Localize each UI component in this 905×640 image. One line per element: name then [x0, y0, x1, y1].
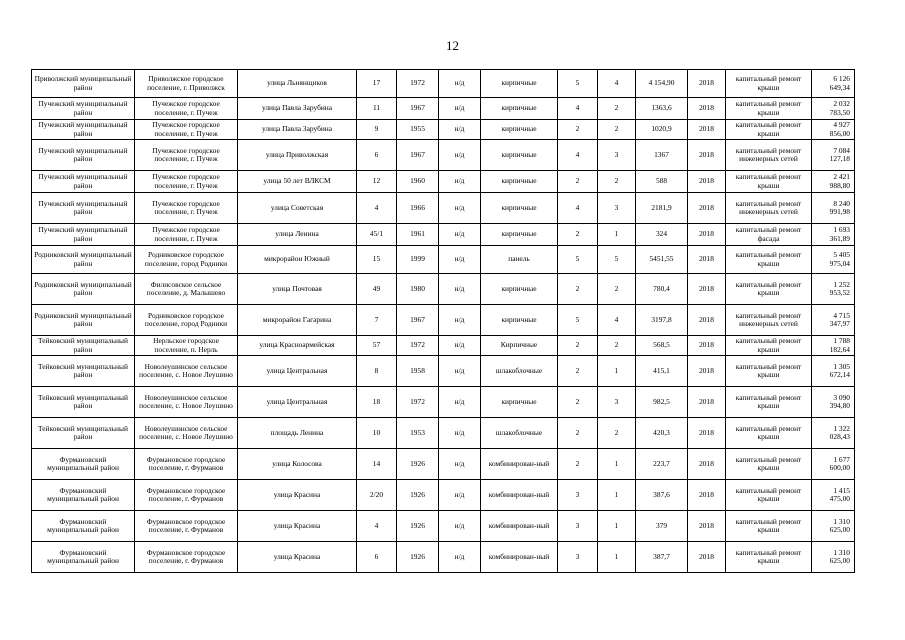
- cell-plan-year: 2018: [688, 449, 726, 480]
- cell-cost: 5 405 975,04: [812, 246, 855, 274]
- cell-street: улица 50 лет ВЛКСМ: [238, 171, 357, 193]
- cell-street: улица Ленина: [238, 224, 357, 246]
- cell-settlement: Филисовское сельское поселение, д. Малышево: [135, 274, 238, 305]
- table-row: [32, 140, 855, 171]
- cell-material: кирпичные: [481, 387, 558, 418]
- cell-material: кирпичные: [481, 70, 558, 98]
- cell-area: 415,1: [636, 356, 688, 387]
- cell-material: комбинирован-ный: [481, 480, 558, 511]
- cell-material: панель: [481, 246, 558, 274]
- cell-settlement: Пучежское городское поселение, г. Пучеж: [135, 171, 238, 193]
- cell-district: Пучежский муниципальный район: [32, 140, 135, 171]
- cell-year: 1967: [397, 305, 439, 336]
- cell-house: 49: [357, 274, 397, 305]
- cell-plan-year: 2018: [688, 224, 726, 246]
- cell-district: Тейковский муниципальный район: [32, 336, 135, 356]
- cell-plan-year: 2018: [688, 511, 726, 542]
- cell-year: 1926: [397, 449, 439, 480]
- cell-floors: 2: [558, 120, 598, 140]
- cell-settlement: Приволжское городское поселение, г. Приволжск: [135, 70, 238, 98]
- cell-material: кирпичные: [481, 193, 558, 224]
- page-number: 12: [446, 38, 459, 53]
- cell-street: улица Колосова: [238, 449, 357, 480]
- cell-street: улица Льнянщиков: [238, 70, 357, 98]
- cell-n-a: н/д: [439, 120, 481, 140]
- cell-area: 387,6: [636, 480, 688, 511]
- cell-n-a: н/д: [439, 449, 481, 480]
- cell-material: шлакоблочные: [481, 356, 558, 387]
- cell-district: Родниковский муниципальный район: [32, 274, 135, 305]
- cell-cost: 2 421 988,80: [812, 171, 855, 193]
- cell-n-a: н/д: [439, 224, 481, 246]
- cell-floors: 4: [558, 140, 598, 171]
- cell-settlement: Новолеушинское сельское поселение, с. Новое Леушино: [135, 387, 238, 418]
- cell-house: 15: [357, 246, 397, 274]
- cell-floors: 5: [558, 246, 598, 274]
- cell-street: улица Центральная: [238, 356, 357, 387]
- cell-n-a: н/д: [439, 171, 481, 193]
- cell-floors: 2: [558, 449, 598, 480]
- cell-n-a: н/д: [439, 387, 481, 418]
- cell-year: 1967: [397, 140, 439, 171]
- cell-work: капитальный ремонт крыши: [726, 70, 812, 98]
- cell-street: улица Павла Зарубина: [238, 98, 357, 120]
- cell-district: Тейковский муниципальный район: [32, 387, 135, 418]
- cell-house: 6: [357, 140, 397, 171]
- cell-street: площадь Ленина: [238, 418, 357, 449]
- cell-plan-year: 2018: [688, 274, 726, 305]
- cell-year: 1926: [397, 480, 439, 511]
- cell-district: Фурмановский муниципальный район: [32, 511, 135, 542]
- cell-work: капитальный ремонт инженерных сетей: [726, 193, 812, 224]
- cell-house: 4: [357, 193, 397, 224]
- cell-year: 1980: [397, 274, 439, 305]
- cell-cost: 8 240 991,98: [812, 193, 855, 224]
- table-row: [32, 120, 855, 140]
- cell-material: шлакоблочные: [481, 418, 558, 449]
- cell-settlement: Фурмановское городское поселение, г. Фурманов: [135, 542, 238, 573]
- cell-cost: 1 788 182,64: [812, 336, 855, 356]
- cell-entrances: 1: [598, 480, 636, 511]
- cell-material: кирпичные: [481, 120, 558, 140]
- cell-floors: 2: [558, 224, 598, 246]
- cell-plan-year: 2018: [688, 246, 726, 274]
- cell-district: Фурмановский муниципальный район: [32, 542, 135, 573]
- cell-work: капитальный ремонт крыши: [726, 480, 812, 511]
- cell-cost: 1 415 475,00: [812, 480, 855, 511]
- cell-settlement: Пучежское городское поселение, г. Пучеж: [135, 224, 238, 246]
- cell-year: 1972: [397, 336, 439, 356]
- cell-street: улица Почтовая: [238, 274, 357, 305]
- cell-district: Пучежский муниципальный район: [32, 193, 135, 224]
- cell-n-a: н/д: [439, 274, 481, 305]
- cell-n-a: н/д: [439, 480, 481, 511]
- cell-entrances: 2: [598, 171, 636, 193]
- cell-plan-year: 2018: [688, 98, 726, 120]
- cell-house: 2/20: [357, 480, 397, 511]
- cell-plan-year: 2018: [688, 193, 726, 224]
- table-row: [32, 511, 855, 542]
- cell-plan-year: 2018: [688, 305, 726, 336]
- cell-house: 6: [357, 542, 397, 573]
- cell-year: 1966: [397, 193, 439, 224]
- cell-work: капитальный ремонт крыши: [726, 449, 812, 480]
- cell-work: капитальный ремонт крыши: [726, 98, 812, 120]
- cell-floors: 2: [558, 356, 598, 387]
- cell-floors: 2: [558, 171, 598, 193]
- cell-floors: 2: [558, 336, 598, 356]
- cell-street: улица Приволжская: [238, 140, 357, 171]
- table-row: [32, 449, 855, 480]
- cell-cost: 4 715 347,97: [812, 305, 855, 336]
- cell-entrances: 2: [598, 336, 636, 356]
- table-row: [32, 418, 855, 449]
- cell-plan-year: 2018: [688, 70, 726, 98]
- cell-area: 379: [636, 511, 688, 542]
- cell-cost: 3 090 394,80: [812, 387, 855, 418]
- cell-cost: 1 252 953,52: [812, 274, 855, 305]
- cell-cost: 1 310 625,00: [812, 542, 855, 573]
- cell-n-a: н/д: [439, 336, 481, 356]
- cell-work: капитальный ремонт крыши: [726, 274, 812, 305]
- cell-settlement: Нерльское городское поселение, п. Нерль: [135, 336, 238, 356]
- cell-cost: 7 084 127,18: [812, 140, 855, 171]
- table-row: [32, 98, 855, 120]
- table-row: [32, 171, 855, 193]
- cell-plan-year: 2018: [688, 336, 726, 356]
- cell-material: комбинирован-ный: [481, 449, 558, 480]
- cell-house: 10: [357, 418, 397, 449]
- cell-street: улица Красина: [238, 542, 357, 573]
- cell-plan-year: 2018: [688, 387, 726, 418]
- cell-entrances: 1: [598, 511, 636, 542]
- cell-n-a: н/д: [439, 356, 481, 387]
- table-row: [32, 274, 855, 305]
- cell-material: кирпичные: [481, 224, 558, 246]
- cell-material: комбинирован-ный: [481, 511, 558, 542]
- cell-area: 3197,8: [636, 305, 688, 336]
- cell-cost: 6 126 649,34: [812, 70, 855, 98]
- cell-work: капитальный ремонт крыши: [726, 418, 812, 449]
- cell-work: капитальный ремонт крыши: [726, 542, 812, 573]
- cell-settlement: Пучежское городское поселение, г. Пучеж: [135, 140, 238, 171]
- cell-year: 1926: [397, 542, 439, 573]
- cell-street: улица Советская: [238, 193, 357, 224]
- cell-work: капитальный ремонт крыши: [726, 246, 812, 274]
- cell-area: 324: [636, 224, 688, 246]
- cell-cost: 1 693 361,89: [812, 224, 855, 246]
- cell-house: 9: [357, 120, 397, 140]
- cell-settlement: Фурмановское городское поселение, г. Фурманов: [135, 511, 238, 542]
- cell-settlement: Пучежское городское поселение, г. Пучеж: [135, 193, 238, 224]
- cell-material: кирпичные: [481, 305, 558, 336]
- cell-material: Кирпичные: [481, 336, 558, 356]
- cell-area: 1367: [636, 140, 688, 171]
- cell-district: Фурмановский муниципальный район: [32, 449, 135, 480]
- cell-floors: 3: [558, 480, 598, 511]
- table-row: [32, 305, 855, 336]
- cell-street: улица Красноармейская: [238, 336, 357, 356]
- cell-n-a: н/д: [439, 193, 481, 224]
- cell-plan-year: 2018: [688, 418, 726, 449]
- cell-year: 1960: [397, 171, 439, 193]
- cell-settlement: Новолеушинское сельское поселение, с. Новое Леушино: [135, 356, 238, 387]
- table-row: [32, 387, 855, 418]
- cell-area: 4 154,90: [636, 70, 688, 98]
- cell-entrances: 4: [598, 70, 636, 98]
- table-row: [32, 542, 855, 573]
- cell-work: капитальный ремонт крыши: [726, 387, 812, 418]
- cell-entrances: 2: [598, 98, 636, 120]
- cell-area: 1020,9: [636, 120, 688, 140]
- cell-district: Родниковский муниципальный район: [32, 305, 135, 336]
- cell-entrances: 3: [598, 387, 636, 418]
- cell-district: Пучежский муниципальный район: [32, 120, 135, 140]
- cell-year: 1955: [397, 120, 439, 140]
- housing-repair-table: [31, 69, 855, 573]
- cell-plan-year: 2018: [688, 140, 726, 171]
- cell-cost: 1 677 600,00: [812, 449, 855, 480]
- cell-n-a: н/д: [439, 246, 481, 274]
- cell-material: комбинирован-ный: [481, 542, 558, 573]
- cell-area: 1363,6: [636, 98, 688, 120]
- cell-district: Пучежский муниципальный район: [32, 98, 135, 120]
- cell-district: Пучежский муниципальный район: [32, 224, 135, 246]
- cell-district: Тейковский муниципальный район: [32, 356, 135, 387]
- cell-floors: 4: [558, 98, 598, 120]
- cell-year: 1972: [397, 387, 439, 418]
- cell-work: капитальный ремонт фасада: [726, 224, 812, 246]
- cell-year: 1999: [397, 246, 439, 274]
- cell-n-a: н/д: [439, 98, 481, 120]
- cell-street: улица Центральная: [238, 387, 357, 418]
- cell-house: 57: [357, 336, 397, 356]
- cell-n-a: н/д: [439, 418, 481, 449]
- table-row: [32, 246, 855, 274]
- cell-entrances: 1: [598, 542, 636, 573]
- cell-entrances: 1: [598, 449, 636, 480]
- cell-work: капитальный ремонт крыши: [726, 356, 812, 387]
- cell-house: 12: [357, 171, 397, 193]
- cell-year: 1967: [397, 98, 439, 120]
- cell-street: микрорайон Южный: [238, 246, 357, 274]
- cell-work: капитальный ремонт крыши: [726, 120, 812, 140]
- table-row: [32, 193, 855, 224]
- cell-cost: 1 310 625,00: [812, 511, 855, 542]
- cell-house: 11: [357, 98, 397, 120]
- cell-plan-year: 2018: [688, 542, 726, 573]
- cell-area: 588: [636, 171, 688, 193]
- cell-house: 17: [357, 70, 397, 98]
- cell-material: кирпичные: [481, 140, 558, 171]
- cell-area: 2181,9: [636, 193, 688, 224]
- cell-house: 14: [357, 449, 397, 480]
- cell-house: 8: [357, 356, 397, 387]
- cell-plan-year: 2018: [688, 120, 726, 140]
- cell-house: 18: [357, 387, 397, 418]
- cell-material: кирпичные: [481, 274, 558, 305]
- table-row: [32, 224, 855, 246]
- cell-area: 387,7: [636, 542, 688, 573]
- table-body: [32, 70, 855, 573]
- cell-area: 982,5: [636, 387, 688, 418]
- cell-district: Фурмановский муниципальный район: [32, 480, 135, 511]
- cell-year: 1972: [397, 70, 439, 98]
- table-row: [32, 336, 855, 356]
- cell-area: 223,7: [636, 449, 688, 480]
- cell-plan-year: 2018: [688, 171, 726, 193]
- cell-entrances: 2: [598, 120, 636, 140]
- cell-work: капитальный ремонт инженерных сетей: [726, 140, 812, 171]
- cell-cost: 4 927 856,00: [812, 120, 855, 140]
- cell-n-a: н/д: [439, 140, 481, 171]
- table-row: [32, 70, 855, 98]
- cell-entrances: 2: [598, 274, 636, 305]
- cell-street: улица Красина: [238, 511, 357, 542]
- cell-entrances: 3: [598, 193, 636, 224]
- cell-floors: 3: [558, 542, 598, 573]
- cell-area: 420,3: [636, 418, 688, 449]
- cell-year: 1953: [397, 418, 439, 449]
- cell-entrances: 4: [598, 305, 636, 336]
- cell-entrances: 1: [598, 356, 636, 387]
- cell-n-a: н/д: [439, 542, 481, 573]
- cell-year: 1961: [397, 224, 439, 246]
- cell-cost: 2 032 783,50: [812, 98, 855, 120]
- cell-floors: 3: [558, 511, 598, 542]
- cell-settlement: Пучежское городское поселение, г. Пучеж: [135, 120, 238, 140]
- cell-material: кирпичные: [481, 171, 558, 193]
- table-row: [32, 480, 855, 511]
- cell-n-a: н/д: [439, 70, 481, 98]
- table-row: [32, 356, 855, 387]
- cell-settlement: Фурмановское городское поселение, г. Фурманов: [135, 480, 238, 511]
- cell-entrances: 3: [598, 140, 636, 171]
- cell-area: 780,4: [636, 274, 688, 305]
- cell-settlement: Новолеушинское сельское поселение, с. Новое Леушино: [135, 418, 238, 449]
- cell-house: 45/1: [357, 224, 397, 246]
- cell-settlement: Фурмановское городское поселение, г. Фурманов: [135, 449, 238, 480]
- cell-district: Приволжский муниципальный район: [32, 70, 135, 98]
- cell-street: микрорайон Гагарина: [238, 305, 357, 336]
- cell-work: капитальный ремонт крыши: [726, 511, 812, 542]
- cell-n-a: н/д: [439, 511, 481, 542]
- cell-entrances: 1: [598, 224, 636, 246]
- cell-cost: 1 322 028,43: [812, 418, 855, 449]
- cell-floors: 4: [558, 193, 598, 224]
- cell-plan-year: 2018: [688, 356, 726, 387]
- cell-floors: 5: [558, 305, 598, 336]
- cell-floors: 5: [558, 70, 598, 98]
- cell-n-a: н/д: [439, 305, 481, 336]
- cell-district: Тейковский муниципальный район: [32, 418, 135, 449]
- cell-settlement: Родниковское городское поселение, город Родники: [135, 305, 238, 336]
- cell-year: 1958: [397, 356, 439, 387]
- cell-settlement: Родниковское городское поселение, город Родники: [135, 246, 238, 274]
- cell-street: улица Красина: [238, 480, 357, 511]
- cell-year: 1926: [397, 511, 439, 542]
- cell-entrances: 5: [598, 246, 636, 274]
- cell-house: 7: [357, 305, 397, 336]
- cell-work: капитальный ремонт крыши: [726, 171, 812, 193]
- cell-entrances: 2: [598, 418, 636, 449]
- cell-work: капитальный ремонт крыши: [726, 336, 812, 356]
- cell-floors: 2: [558, 418, 598, 449]
- cell-street: улица Павла Зарубина: [238, 120, 357, 140]
- cell-plan-year: 2018: [688, 480, 726, 511]
- cell-house: 4: [357, 511, 397, 542]
- cell-work: капитальный ремонт инженерных сетей: [726, 305, 812, 336]
- cell-material: кирпичные: [481, 98, 558, 120]
- cell-area: 5451,55: [636, 246, 688, 274]
- cell-floors: 2: [558, 274, 598, 305]
- cell-area: 568,5: [636, 336, 688, 356]
- cell-floors: 2: [558, 387, 598, 418]
- cell-district: Родниковский муниципальный район: [32, 246, 135, 274]
- cell-district: Пучежский муниципальный район: [32, 171, 135, 193]
- cell-settlement: Пучежское городское поселение, г. Пучеж: [135, 98, 238, 120]
- cell-cost: 1 305 672,14: [812, 356, 855, 387]
